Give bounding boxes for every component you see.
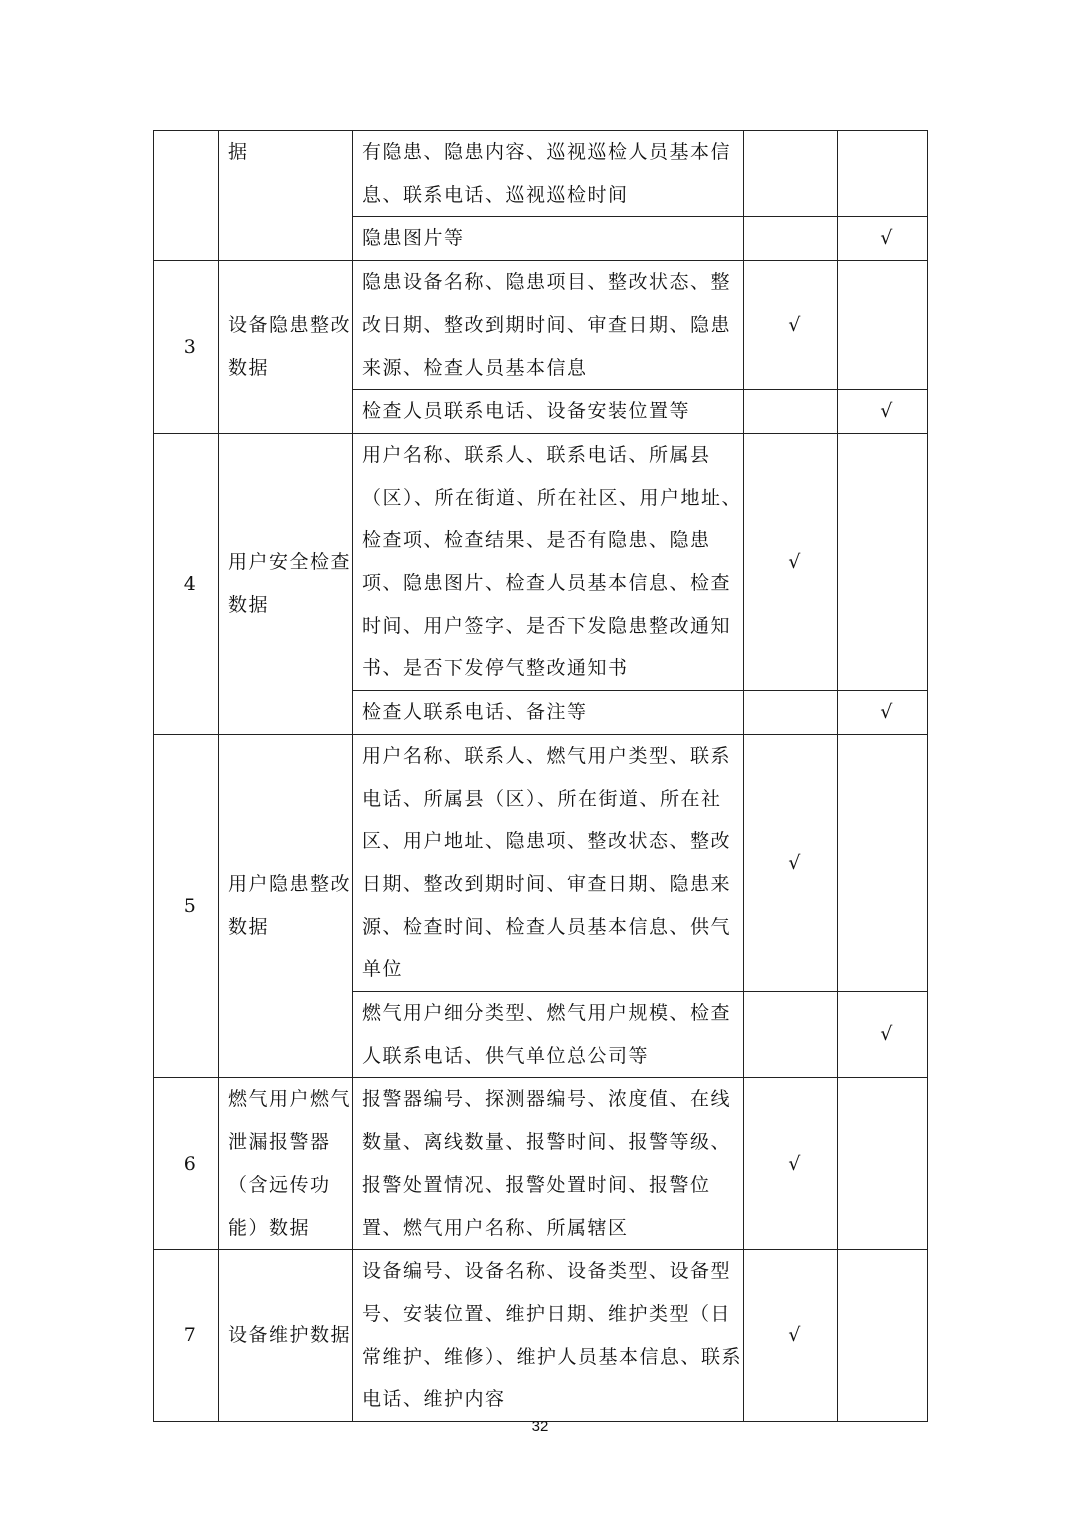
checkmark-cell-col4: √ bbox=[744, 1250, 838, 1422]
checkmark-cell-col4: √ bbox=[744, 261, 838, 390]
checkmark-cell-col4 bbox=[744, 390, 838, 434]
row-number-cell: 6 bbox=[154, 1078, 219, 1250]
data-category-cell: 设备维护数据 bbox=[219, 1250, 353, 1422]
checkmark-cell-col5: √ bbox=[838, 691, 928, 735]
checkmark-cell-col5 bbox=[838, 1078, 928, 1250]
data-content-cell: 隐患图片等 bbox=[353, 217, 744, 261]
data-content-cell: 有隐患、隐患内容、巡视巡检人员基本信息、联系电话、巡视巡检时间 bbox=[353, 131, 744, 217]
row-number-cell: 7 bbox=[154, 1250, 219, 1422]
checkmark-cell-col5 bbox=[838, 433, 928, 690]
data-content-cell: 报警器编号、探测器编号、浓度值、在线数量、离线数量、报警时间、报警等级、报警处置情况、报警处置时间、报警位置、燃气用户名称、所属辖区 bbox=[353, 1078, 744, 1250]
table-row bbox=[154, 261, 928, 390]
checkmark-cell-col5 bbox=[838, 1250, 928, 1422]
data-content-cell: 燃气用户细分类型、燃气用户规模、检查人联系电话、供气单位总公司等 bbox=[353, 992, 744, 1078]
table-row bbox=[154, 1078, 928, 1250]
table-row bbox=[154, 734, 928, 991]
checkmark-cell-col4 bbox=[744, 131, 838, 217]
checkmark-cell-col4 bbox=[744, 992, 838, 1078]
checkmark-cell-col5 bbox=[838, 131, 928, 217]
checkmark-cell-col5: √ bbox=[838, 390, 928, 434]
data-content-cell: 隐患设备名称、隐患项目、整改状态、整改日期、整改到期时间、审查日期、隐患来源、检查人员基本信息 bbox=[353, 261, 744, 390]
row-number-cell bbox=[154, 131, 219, 261]
checkmark-cell-col5: √ bbox=[838, 217, 928, 261]
table-row bbox=[154, 1250, 928, 1422]
checkmark-cell-col5 bbox=[838, 261, 928, 390]
checkmark-cell-col5: √ bbox=[838, 992, 928, 1078]
data-content-cell: 用户名称、联系人、燃气用户类型、联系电话、所属县（区）、所在街道、所在社区、用户地址、隐患项、整改状态、整改日期、整改到期时间、审查日期、隐患来源、检查时间、检查人员基本信息、供气单位 bbox=[353, 734, 744, 991]
data-content-cell: 设备编号、设备名称、设备类型、设备型号、安装位置、维护日期、维护类型（日常维护、维修）、维护人员基本信息、联系电话、维护内容 bbox=[353, 1250, 744, 1422]
checkmark-cell-col4 bbox=[744, 691, 838, 735]
data-category-cell: 据 bbox=[219, 131, 353, 261]
page-number: 32 bbox=[531, 1418, 549, 1435]
data-category-cell: 设备隐患整改数据 bbox=[219, 261, 353, 434]
data-content-cell: 检查人员联系电话、设备安装位置等 bbox=[353, 390, 744, 434]
data-table bbox=[153, 130, 928, 1422]
data-category-cell: 燃气用户燃气泄漏报警器（含远传功能）数据 bbox=[219, 1078, 353, 1250]
checkmark-cell-col4: √ bbox=[744, 1078, 838, 1250]
table-row bbox=[154, 131, 928, 217]
data-content-cell: 用户名称、联系人、联系电话、所属县（区）、所在街道、所在社区、用户地址、检查项、检查结果、是否有隐患、隐患项、隐患图片、检查人员基本信息、检查时间、用户签字、是否下发隐患整改通知书、是否下发停气整改通知书 bbox=[353, 433, 744, 690]
row-number-cell: 5 bbox=[154, 734, 219, 1078]
checkmark-cell-col5 bbox=[838, 734, 928, 991]
checkmark-cell-col4 bbox=[744, 217, 838, 261]
data-category-cell: 用户安全检查数据 bbox=[219, 433, 353, 734]
data-category-cell: 用户隐患整改数据 bbox=[219, 734, 353, 1078]
checkmark-cell-col4: √ bbox=[744, 734, 838, 991]
table-row bbox=[154, 433, 928, 690]
row-number-cell: 4 bbox=[154, 433, 219, 734]
data-content-cell: 检查人联系电话、备注等 bbox=[353, 691, 744, 735]
row-number-cell: 3 bbox=[154, 261, 219, 434]
checkmark-cell-col4: √ bbox=[744, 433, 838, 690]
